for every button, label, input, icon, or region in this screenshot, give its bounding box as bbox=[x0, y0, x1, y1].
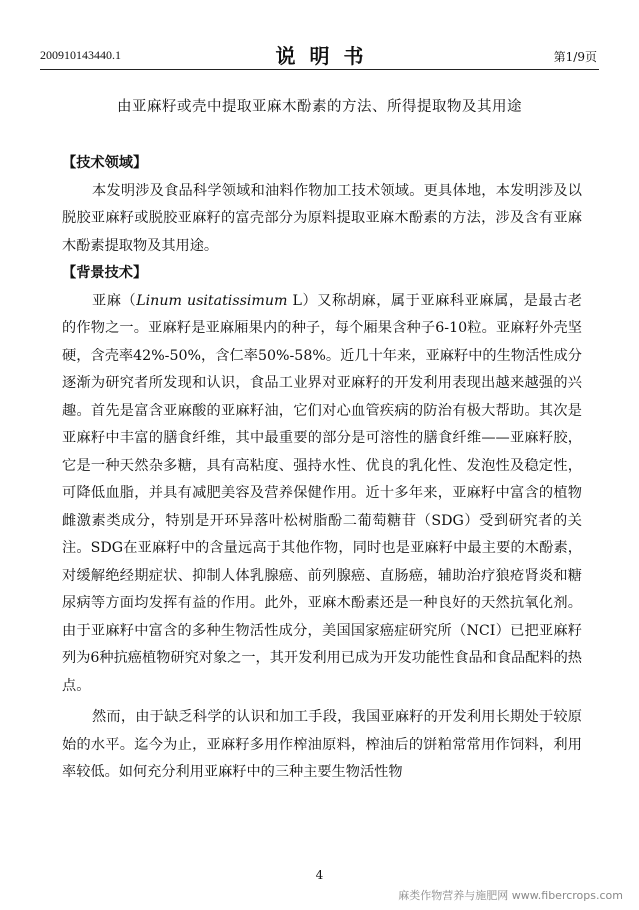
document-body bbox=[62, 150, 582, 787]
website-watermark: 麻类作物营养与施肥网 www.fibercrops.com bbox=[398, 889, 623, 902]
application-number: 200910143440.1 bbox=[40, 48, 121, 62]
paragraph-text: L）又称胡麻，属于亚麻科亚麻属，是最古老的作物之一。亚麻籽是亚麻厢果内的种子，每个厢果含种子6-10粒。亚麻籽外壳坚硬，含壳率42%-50%，含仁率50%-58%。近几十年来，亚麻籽中的生物活性成分逐渐为研究者所发现和认识，食品工业界对亚麻籽的开发利用表现出越来越强的兴趣。首先是富含亚麻酸的亚麻籽油，它们对心血管疾病的防治有极大帮助。其次是亚麻籽中丰富的膳食纤维，其中最重要的部分是可溶性的膳食纤维——亚麻籽胶，它是一种天然杂多糖，具有高粘度、强持水性、优良的乳化性、发泡性及稳定性，可降低血脂，并具有减肥美容及营养保健作用。近十多年来，亚麻籽中富含的植物雌激素类成分，特别是开环异落叶松树脂酚二葡萄糖苷（SDG）受到研究者的关注。SDG在亚麻籽中的含量远高于其他作物，同时也是亚麻籽中最主要的木酚素，对缓解绝经期症状、抑制人体乳腺癌、前列腺癌、直肠癌，辅助治疗狼疮肾炎和糖尿病等方面均发挥有益的作用。此外，亚麻木酚素还是一种良好的天然抗氧化剂。由于亚麻籽中富含的多种生物活性成分，美国国家癌症研究所（NCI）已把亚麻籽列为6种抗癌植物研究对象之一，其开发利用已成为开发功能性食品和食品配料的热点。 bbox=[62, 292, 582, 694]
latin-species-name: Linum usitatissimum bbox=[136, 292, 288, 309]
paragraph-background-2: 然而，由于缺乏科学的认识和加工手段，我国亚麻籽的开发利用长期处于较原始的水平。迄今为止，亚麻籽多用作榨油原料，榨油后的饼粕常常用作饲料，利用率较低。如何充分利用亚麻籽中的三种主要生物活性物 bbox=[62, 709, 582, 780]
paragraph-technical-field: 本发明涉及食品科学领域和油料作物加工技术领域。更具体地，本发明涉及以脱胶亚麻籽或脱胶亚麻籽的富壳部分为原料提取亚麻木酚素的方法，涉及含有亚麻木酚素提取物及其用途。 bbox=[62, 182, 582, 254]
section-heading-technical-field: 【技术领域】 bbox=[62, 155, 148, 171]
page-indicator: 第1/9页 bbox=[553, 50, 597, 64]
section-heading-background: 【背景技术】 bbox=[62, 265, 148, 281]
header-rule bbox=[40, 69, 599, 70]
document-type-title: 说明书 bbox=[275, 44, 378, 68]
paragraph-text: 亚麻（ bbox=[92, 292, 137, 309]
footer-page-number: 4 bbox=[315, 868, 324, 882]
invention-title: 由亚麻籽或壳中提取亚麻木酚素的方法、所得提取物及其用途 bbox=[117, 99, 522, 115]
paragraph-background-1 bbox=[62, 288, 582, 701]
